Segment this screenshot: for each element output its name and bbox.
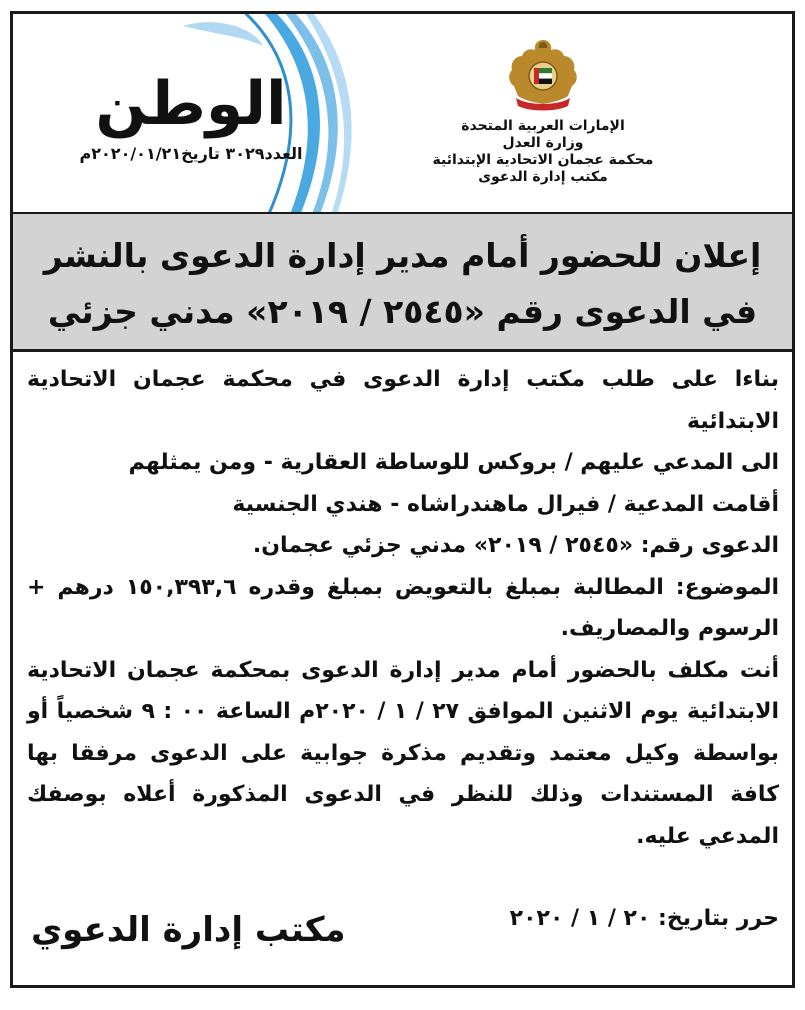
- header: [13, 14, 792, 214]
- court-line-ministry: وزارة العدل: [502, 135, 584, 151]
- court-line-office: مكتب إدارة الدعوى: [478, 169, 608, 185]
- newspaper-logo-block: [41, 69, 341, 163]
- body-paragraph-summons: أنت مكلف بالحضور أمام مدير إدارة الدعوى بمحكمة عجمان الاتحادية الابتدائية يوم الاثنين الموافق ٢٧ / ١ / ٢٠٢٠م الساعة ٠٠ : ٩ شخصياً أو بواسطة وكيل معتمد وتقديم مذكرة جوابية على الدعوى مرفقا بها كافة المستندات وذلك للنظر في الدعوى المذكورة أعلاه بوصفك المدعي عليه.: [27, 657, 779, 849]
- issue-number-date: العدد٣٠٢٩ تاريخ٢٠٢٠/٠١/٢١م: [79, 144, 303, 163]
- court-line-country: الإمارات العربية المتحدة: [461, 118, 625, 134]
- title-line-2: في الدعوى رقم «٢٥٤٥ / ٢٠١٩» مدني جزئي: [47, 292, 758, 331]
- title-banner: [13, 212, 792, 352]
- uae-emblem-icon: [504, 34, 582, 114]
- announcement-body: [27, 359, 779, 857]
- signature-office: مكتب إدارة الدعوي: [31, 910, 346, 950]
- court-header: [418, 34, 668, 186]
- newspaper-logo: الوطن: [95, 69, 287, 139]
- body-paragraph-case-number: الدعوى رقم: «٢٥٤٥ / ٢٠١٩» مدني جزئي عجمان.: [252, 533, 779, 558]
- body-paragraph-defendant: الى المدعي عليهم / بروكس للوساطة العقارية - ومن يمثلهم: [128, 450, 779, 475]
- issue-date: حرر بتاريخ: ٢٠ / ١ / ٢٠٢٠: [509, 906, 779, 931]
- footer: [27, 902, 779, 962]
- body-paragraph-request: بناءا على طلب مكتب إدارة الدعوى في محكمة عجمان الاتحادية الابتدائية: [27, 367, 779, 434]
- title-line-1: إعلان للحضور أمام مدير إدارة الدعوى بالنشر: [43, 236, 762, 275]
- court-line-court: محكمة عجمان الاتحادية الإبتدائية: [432, 152, 654, 168]
- body-paragraph-plaintiff: أقامت المدعية / فيرال ماهندراشاه - هندي الجنسية: [232, 491, 779, 517]
- announcement-page: [10, 11, 795, 988]
- body-paragraph-subject: الموضوع: المطالبة بمبلغ بالتعويض بمبلغ وقدره ١٥٠,٣٩٣,٦ درهم + الرسوم والمصاريف.: [27, 574, 779, 641]
